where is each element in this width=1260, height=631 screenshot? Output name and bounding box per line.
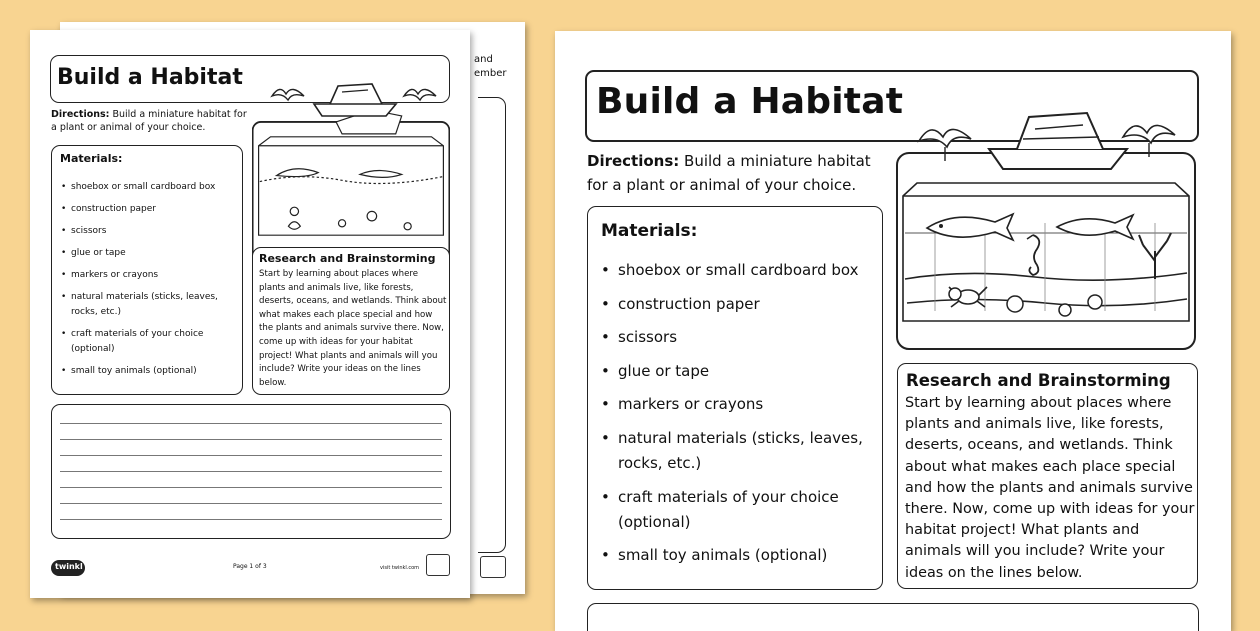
directions-text: Build a miniature habitat for a plant or animal of your choice. [51, 109, 247, 133]
illustration-box [895, 151, 1197, 351]
list-item: • small toy animals (optional) [61, 366, 197, 376]
list-item: • craft materials of your choice (optional) [61, 329, 204, 354]
research-text: Start by learning about places where plants and animals live, like forests, deserts, oceans, and wetlands. Think about what makes each place special and how the plants and animals survive there. Now, come up with ideas for your habitat project! What plants and animals will you include? Write your ideas on the lines below. [259, 269, 447, 388]
materials-heading: Materials: [60, 152, 123, 165]
boat-icon [310, 78, 400, 118]
back-sheet-badge [480, 556, 506, 578]
list-item: • scissors [61, 226, 107, 236]
list-item: • glue or tape [61, 248, 126, 258]
list-item: • small toy animals (optional) [601, 546, 828, 565]
directions-text: Build a miniature habitat for a plant or animal of your choice. [587, 152, 871, 194]
materials-list [601, 258, 877, 577]
list-item: • scissors [601, 328, 678, 347]
shark-icon [925, 206, 1015, 246]
rocks-decoration [895, 286, 1197, 326]
illustration-box [252, 110, 450, 265]
bird-icon [402, 82, 438, 112]
boat-icon [983, 107, 1133, 173]
page-title: Build a Habitat [596, 81, 904, 122]
list-item: • markers or crayons [61, 270, 159, 280]
list-item: • craft materials of your choice (optional) [601, 487, 839, 531]
twinkl-logo [51, 560, 85, 576]
habitat-illustration [252, 110, 450, 265]
directions [587, 149, 892, 197]
list-item: • construction paper [61, 204, 157, 214]
shark-icon [1055, 209, 1135, 243]
coral-decoration [1135, 231, 1175, 281]
page-title: Build a Habitat [57, 65, 243, 90]
writing-lines-box [51, 404, 451, 539]
back-sheet-peek-text-2: ember [474, 68, 507, 79]
page-number: Page 1 of 3 [233, 563, 267, 570]
list-item: • construction paper [601, 294, 760, 313]
list-item: • shoebox or small cardboard box [61, 182, 216, 192]
large-worksheet [555, 31, 1231, 631]
list-item: • natural materials (sticks, leaves, rocks, etc.) [601, 428, 863, 472]
list-item: • natural materials (sticks, leaves, rocks, etc.) [61, 292, 218, 317]
research-text: Start by learning about places where plants and animals live, like forests, deserts, oceans, and wetlands. Think about what makes each place special and how the plants and animals survive there. Now, come up with ideas for your habitat project! What plants and animals will you include? Write your ideas on the lines below. [905, 395, 1195, 581]
twinkl-logo-text: twinkl [55, 562, 83, 571]
footer-badge [426, 554, 450, 576]
directions [51, 108, 251, 134]
bird-icon [270, 82, 306, 112]
footer-url: visit twinkl.com [380, 565, 420, 571]
back-sheet-peek-text-1: and [474, 54, 493, 65]
bird-icon [917, 119, 973, 163]
research-heading: Research and Brainstorming [259, 252, 436, 265]
list-item: • glue or tape [601, 361, 710, 380]
materials-heading: Materials: [601, 221, 698, 241]
back-sheet-lines-box [478, 97, 506, 553]
materials-list [61, 180, 241, 386]
list-item: • shoebox or small cardboard box [601, 261, 859, 279]
directions-label: Directions: [51, 109, 110, 120]
writing-lines-box [587, 603, 1199, 631]
research-heading: Research and Brainstorming [906, 371, 1171, 390]
seahorse-icon [1023, 233, 1047, 277]
small-worksheet [30, 30, 470, 598]
list-item: • markers or crayons [601, 395, 764, 414]
directions-label: Directions: [587, 152, 680, 170]
